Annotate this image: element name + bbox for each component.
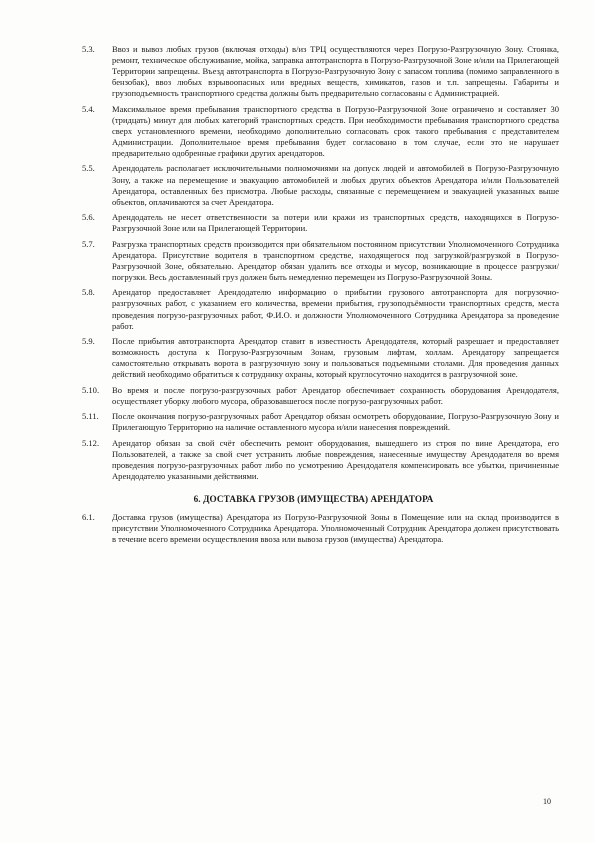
clause-text: Ввоз и вывоз любых грузов (включая отходы) в/из ТРЦ осуществляются через Погрузо-Разгрузочную Зону. Стоянка, ремонт, техническое обслуживание, мойка, заправка автотранспорта в Погрузо-Разгрузочной Зоне и/или на Прилегающей Территории запрещены. Въезд автотранспорта в Погрузо-Разгрузочную Зону с запасом топлива (помимо заправленного в бензобак), ввоз любых взрывоопасных или вредных веществ, химикатов, газов и т.п. запрещены. Габариты и грузоподъемность транспортного средства должны быть предварительно согласованы с Администрацией. — [112, 44, 559, 99]
clause-text: Арендатор обязан за свой счёт обеспечить ремонт оборудования, вышедшего из строя по вине Арендатора, его Пользователей, а также за свой счет устранить любые повреждения, нанесенные имуществу Арендодателя во время проведения погрузо-разгрузочных работ либо по усмотрению Арендодателя компенсировать все убытки, причиненные Арендодателю указанными действиями. — [112, 438, 559, 482]
clause-number: 6.1. — [82, 512, 95, 523]
clause-6-1 — [82, 512, 559, 545]
clause-5-9 — [82, 336, 559, 380]
clause-number: 5.10. — [82, 384, 100, 395]
clause-number: 5.5. — [82, 163, 95, 174]
clause-number: 5.8. — [82, 287, 95, 298]
clause-5-5 — [82, 163, 559, 207]
page-number: 10 — [543, 797, 551, 806]
clause-5-6 — [82, 212, 559, 234]
clause-number: 5.12. — [82, 438, 100, 448]
section-5-clauses — [82, 44, 559, 482]
clause-5-11 — [82, 411, 559, 433]
clause-5-10 — [82, 385, 559, 407]
clause-text: Доставка грузов (имущества) Арендатора из Погрузо-Разгрузочной Зоны в Помещение или на склад производится в присутствии Уполномоченного Сотрудника Арендатора. Уполномоченный Сотрудник Арендатора должен присутствовать в течение всего времени осуществления ввоза или вывоза грузов (имущества) Арендатора. — [112, 512, 559, 545]
clause-5-4 — [82, 104, 559, 159]
clause-text: Во время и после погрузо-разгрузочных работ Арендатор обеспечивает сохранность оборудования Арендодателя, осуществляет уборку любого мусора, образовавшегося после погрузо-разгрузочных работ. — [112, 384, 559, 406]
clause-text: Арендодатель располагает исключительными полномочиями на допуск людей и автомобилей в Погрузо-Разгрузочную Зону, а также на перемещение и эвакуацию автомобилей и любых других объектов Арендатора и/или Пользователей Арендатора, оставленных без присмотра. Любые расходы, связанные с перемещением и эвакуацией указанных выше объектов, оплачиваются за счет Арендатора. — [112, 163, 559, 207]
clause-5-8 — [82, 287, 559, 331]
clause-text: Арендодатель не несет ответственности за потери или кражи из транспортных средств, находящихся в Погрузо-Разгрузочной Зоне или на Прилегающей Территории. — [112, 212, 559, 234]
clause-text: Максимальное время пребывания транспортного средства в Погрузо-Разгрузочной Зоне ограничено и составляет 30 (тридцать) минут для любых категорий транспортных средств. При необходимости пребывания транспортного средства сверх установленного времени, необходимо дополнительно согласовать срок такого пребывания с представителем Администрации. Дополнительное время пребывания будет согласовано в том случае, если это не нарушает предварительно одобренные графики других арендаторов. — [112, 103, 559, 158]
clause-number: 5.11. — [82, 411, 99, 422]
section-6-clauses — [82, 512, 559, 545]
clause-5-7 — [82, 239, 559, 283]
clause-text: После прибытия автотранспорта Арендатор ставит в известность Арендодателя, который разрешает и предоставляет возможность доступа к Погрузо-Разгрузочным Зонам, грузовым лифтам, холлам. Арендатору запрещается самостоятельно открывать ворота в разгрузочную зону и пользоваться подъемными столами. Для проведения данных действий необходимо обратиться к сотруднику охраны, который круглосуточно находится в разгрузочной зоне. — [112, 336, 559, 380]
clause-number: 5.9. — [82, 336, 95, 347]
clause-number: 5.6. — [82, 212, 95, 223]
clause-text: Разгрузка транспортных средств производится при обязательном постоянном присутствии Уполномоченного Сотрудника Арендатора. Присутствие водителя в транспортном средстве, находящегося под загрузкой/разгрузкой в Погрузо-Разгрузочной Зоне, обязательно. Арендатор обязан удалить все отходы и мусор, возникающие в процессе разгрузки/погрузки. Весь доставленный груз должен быть немедленно перемещен из Погрузо-Разгрузочной Зоны. — [112, 238, 559, 282]
clause-number: 5.7. — [82, 238, 95, 249]
section-heading: 6. ДОСТАВКА ГРУЗОВ (ИМУЩЕСТВА) АРЕНДАТОРА — [193, 494, 434, 505]
clause-number: 5.4. — [82, 103, 95, 114]
clause-text: После окончания погрузо-разгрузочных работ Арендатор обязан осмотреть оборудование, Погрузо-Разгрузочную Зону и Прилегающую Территорию на наличие оставленного мусора и/или нанесения повреждений. — [112, 411, 559, 433]
clause-5-12 — [82, 438, 559, 482]
clause-number: 5.3. — [82, 44, 95, 54]
clause-5-3 — [82, 44, 559, 99]
clause-text: Арендатор предоставляет Арендодателю информацию о прибытии грузового автотранспорта для погрузочно-разгрузочных работ, с указанием его количества, времени прибытия, грузоподъёмности транспортных средств, места проведения погрузо-разгрузочных работ, Ф.И.О. и должности Уполномоченного Сотрудника Арендатора за проведение работ. — [112, 287, 559, 331]
